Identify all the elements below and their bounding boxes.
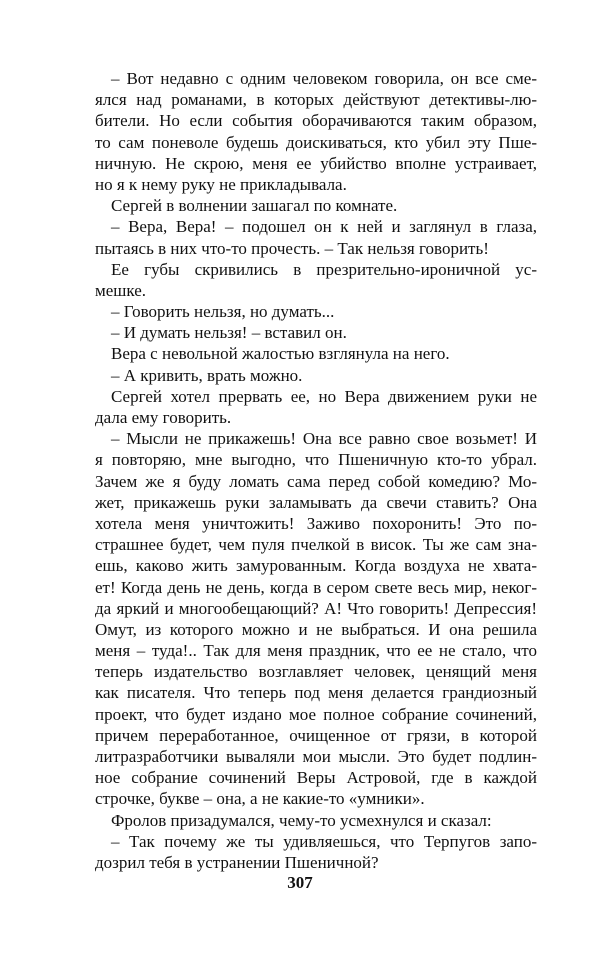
text-line: бители. Но если события оборачиваются таким образом, xyxy=(95,111,537,131)
text-line: – А кривить, врать можно. xyxy=(111,365,303,385)
text-line: строчке, букве – она, а не какие-то «умники». xyxy=(95,789,425,809)
text-line: литразработчики вываляли мои мысли. Это будет подлин- xyxy=(95,747,537,766)
text-line: меня – туда!.. Так для меня праздник, что ее не стало, что xyxy=(95,641,537,661)
text-line: Сергей в волнении зашагал по комнате. xyxy=(111,196,398,216)
text-line: дала ему говорить. xyxy=(95,408,232,427)
text-line: то сам поневоле будешь доискиваться, кто убил эту Пше- xyxy=(95,132,537,152)
text-line: ет! Когда день не день, когда в сером свете весь мир, неког- xyxy=(95,577,537,597)
text-line: мешке. xyxy=(95,280,147,300)
text-line: я повторяю, мне выгодно, что Пшеничную кто-то убрал. xyxy=(95,450,537,470)
text-line: Фролов призадумался, чему-то усмехнулся и сказал: xyxy=(111,810,492,830)
text-line: ное собрание сочинений Веры Астровой, где в каждой xyxy=(95,768,537,788)
text-line: – И думать нельзя! – вставил он. xyxy=(111,323,347,343)
text-line: Омут, из которого можно и не выбраться. И она решила xyxy=(95,619,537,639)
text-line: – Говорить нельзя, но думать... xyxy=(111,302,335,322)
text-line: проект, что будет издано мое полное собрание сочинений, xyxy=(95,704,537,724)
text-line: Ее губы скривились в презрительно-ироничной ус- xyxy=(111,259,537,279)
page-text xyxy=(95,68,537,873)
text-line: – Мысли не прикажешь! Она все равно свое возьмет! И xyxy=(111,429,537,449)
text-line: – Вот недавно с одним человеком говорила, он все сме- xyxy=(111,69,537,88)
text-line: да яркий и многообещающий? А! Что говорить! Депрессия! xyxy=(95,598,537,618)
text-line: – Так почему же ты удивляешься, что Терпугов запо- xyxy=(111,831,537,851)
text-line: – Вера, Вера! – подошел он к ней и заглянул в глаза, xyxy=(111,217,537,237)
text-line: Вера с невольной жалостью взглянула на него. xyxy=(111,344,450,364)
text-line: ялся над романами, в которых действуют детективы-лю- xyxy=(95,90,537,110)
text-line: Сергей хотел прервать ее, но Вера движением руки не xyxy=(111,386,537,406)
page-number: 307 xyxy=(287,873,313,892)
text-line: пытаясь в них что-то прочесть. – Так нельзя говорить! xyxy=(95,238,489,258)
text-line: дозрил тебя в устранении Пшеничной? xyxy=(95,852,379,872)
text-line: ешь, каково жить замурованным. Когда воздуха не хвата- xyxy=(95,556,537,576)
text-line: жет, прикажешь руки заламывать да свечи ставить? Она xyxy=(95,492,537,512)
text-line: но я к нему руку не прикладывала. xyxy=(95,174,347,194)
text-line: Зачем же я буду ломать сама перед собой комедию? Мо- xyxy=(95,471,537,491)
text-line: теперь издательство возглавляет человек, ценящий меня xyxy=(95,662,537,682)
text-line: как писателя. Что теперь под меня делается грандиозный xyxy=(95,683,537,703)
text-line: хотела меня уничтожить! Заживо похоронить! Это по- xyxy=(95,513,537,533)
text-line: причем переработанное, очищенное от грязи, в которой xyxy=(95,725,537,745)
text-line: страшнее будет, чем пуля пчелкой в висок. Ты же сам зна- xyxy=(95,535,537,555)
text-line: ничную. Не скрою, меня ее убийство вполне устраивает, xyxy=(95,153,537,173)
